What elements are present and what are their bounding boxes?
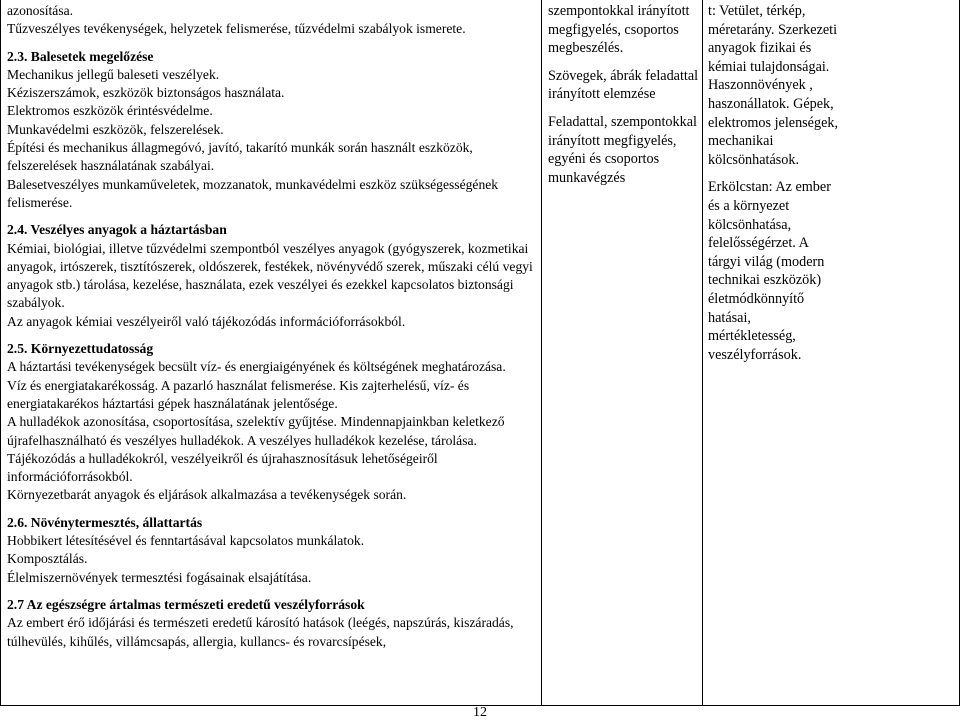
section-line: Környezetbarát anyagok és eljárások alkalmazása a tevékenységek során. — [7, 487, 407, 503]
section-line: Az embert érő időjárási és természeti eredetű károsító hatások (leégés, napszúrás, kiszáradás, túlhevülés, kihűlés, villámcsapás, allergia, kullancs- és rovarcsípések, — [7, 615, 514, 649]
section-line: Elektromos eszközök érintésvédelme. — [7, 103, 213, 119]
section-line: Munkavédelmi eszközök, felszerelések. — [7, 121, 224, 137]
page-number: 12 — [473, 705, 487, 720]
section-line: Kémiai, biológiai, illetve tűzvédelmi szempontból veszélyes anyagok (gyógyszerek, kozmetikai anyagok, irtószerek, tisztítószerek, oldószerek, festékek, növényvédő szerek, műszaki célú vegyi anyagok stb.) tárolása, kezelése, használata, ezek veszélyei és ezekkel kapcsolatos biztonsági szabályok. — [7, 240, 533, 311]
section-line: Víz és energiatakarékosság. A pazarló használat felismerése. Kis zajterhelésű, víz- és energiatakarékos háztartási gépek használatának jelentősége. — [7, 377, 470, 411]
connections-paragraph: Erkölcstan: Az ember és a környezet kölcsönhatása, felelősségérzet. A tárgyi világ (modern technikai eszközök) életmódkönnyítő hatásai, mértékletesség, veszélyforrások. — [708, 179, 831, 363]
connections-column — [708, 2, 840, 364]
methods-paragraph: Szövegek, ábrák feladattal irányított elemzése — [548, 67, 699, 103]
section-line: Építési és mechanikus állagmegóvó, javító, takarító munkák során használt eszközök, felszerelések használatának szabályai. — [7, 140, 473, 174]
table-border-left — [0, 0, 1, 706]
section-line: Balesetveszélyes munkaműveletek, mozzanatok, munkavédelmi eszköz szükségességének felismerése. — [7, 176, 499, 210]
section-line: Komposztálás. — [7, 551, 88, 567]
section-line: Hobbikert létesítésével és fenntartásával kapcsolatos munkálatok. — [7, 533, 365, 549]
section-line: Az anyagok kémiai veszélyeiről való tájékozódás információforrásokból. — [7, 313, 406, 329]
connections-paragraph: t: Vetület, térkép, méretarány. Szerkezeti anyagok fizikai és kémiai tulajdonságai. Haszonnövények , haszonállatok. Gépek, elektromos jelenségek, mechanikai kölcsönhatások. — [708, 3, 839, 168]
section-line: A háztartási tevékenységek becsült víz- és energiaigényének és költségének meghatározása. — [7, 359, 506, 375]
methods-column — [548, 2, 703, 187]
section-line: Kéziszerszámok, eszközök biztonságos használata. — [7, 85, 285, 101]
section-line: A hulladékok azonosítása, csoportosítása, szelektív gyűjtése. Mindennapjainkban keletkező újrafelhasználható és veszélyes hulladékok. A veszélyes hulladékok kezelése, tárolása. Tájékozódás a hulladékokról, veszélyeikről és újrahasznosításuk lehetőségeiről információforrásokból. — [7, 414, 505, 485]
section-heading: 2.3. Balesetek megelőzése — [7, 48, 154, 64]
intro-line: azonosítása. — [7, 3, 74, 18]
section-line: Mechanikus jellegű baleseti veszélyek. — [7, 66, 220, 82]
section-heading: 2.5. Környezettudatosság — [7, 341, 154, 357]
content-column — [7, 2, 537, 651]
section-heading: 2.6. Növénytermesztés, állattartás — [7, 514, 203, 530]
section-heading: 2.4. Veszélyes anyagok a háztartásban — [7, 222, 227, 238]
section-line: Élelmiszernövények termesztési fogásainak elsajátítása. — [7, 569, 312, 585]
intro-line: Tűzveszélyes tevékenységek, helyzetek felismerése, tűzvédelmi szabályok ismerete. — [7, 21, 466, 37]
methods-paragraph: szempontokkal irányított megfigyelés, csoportos megbeszélés. — [548, 3, 690, 57]
section-heading: 2.7 Az egészségre ártalmas természeti eredetű veszélyforrások — [7, 596, 365, 612]
table-divider-1 — [541, 0, 542, 706]
methods-paragraph: Feladattal, szempontokkal irányított megfigyelés, egyéni és csoportos munkavégzés — [548, 113, 697, 186]
